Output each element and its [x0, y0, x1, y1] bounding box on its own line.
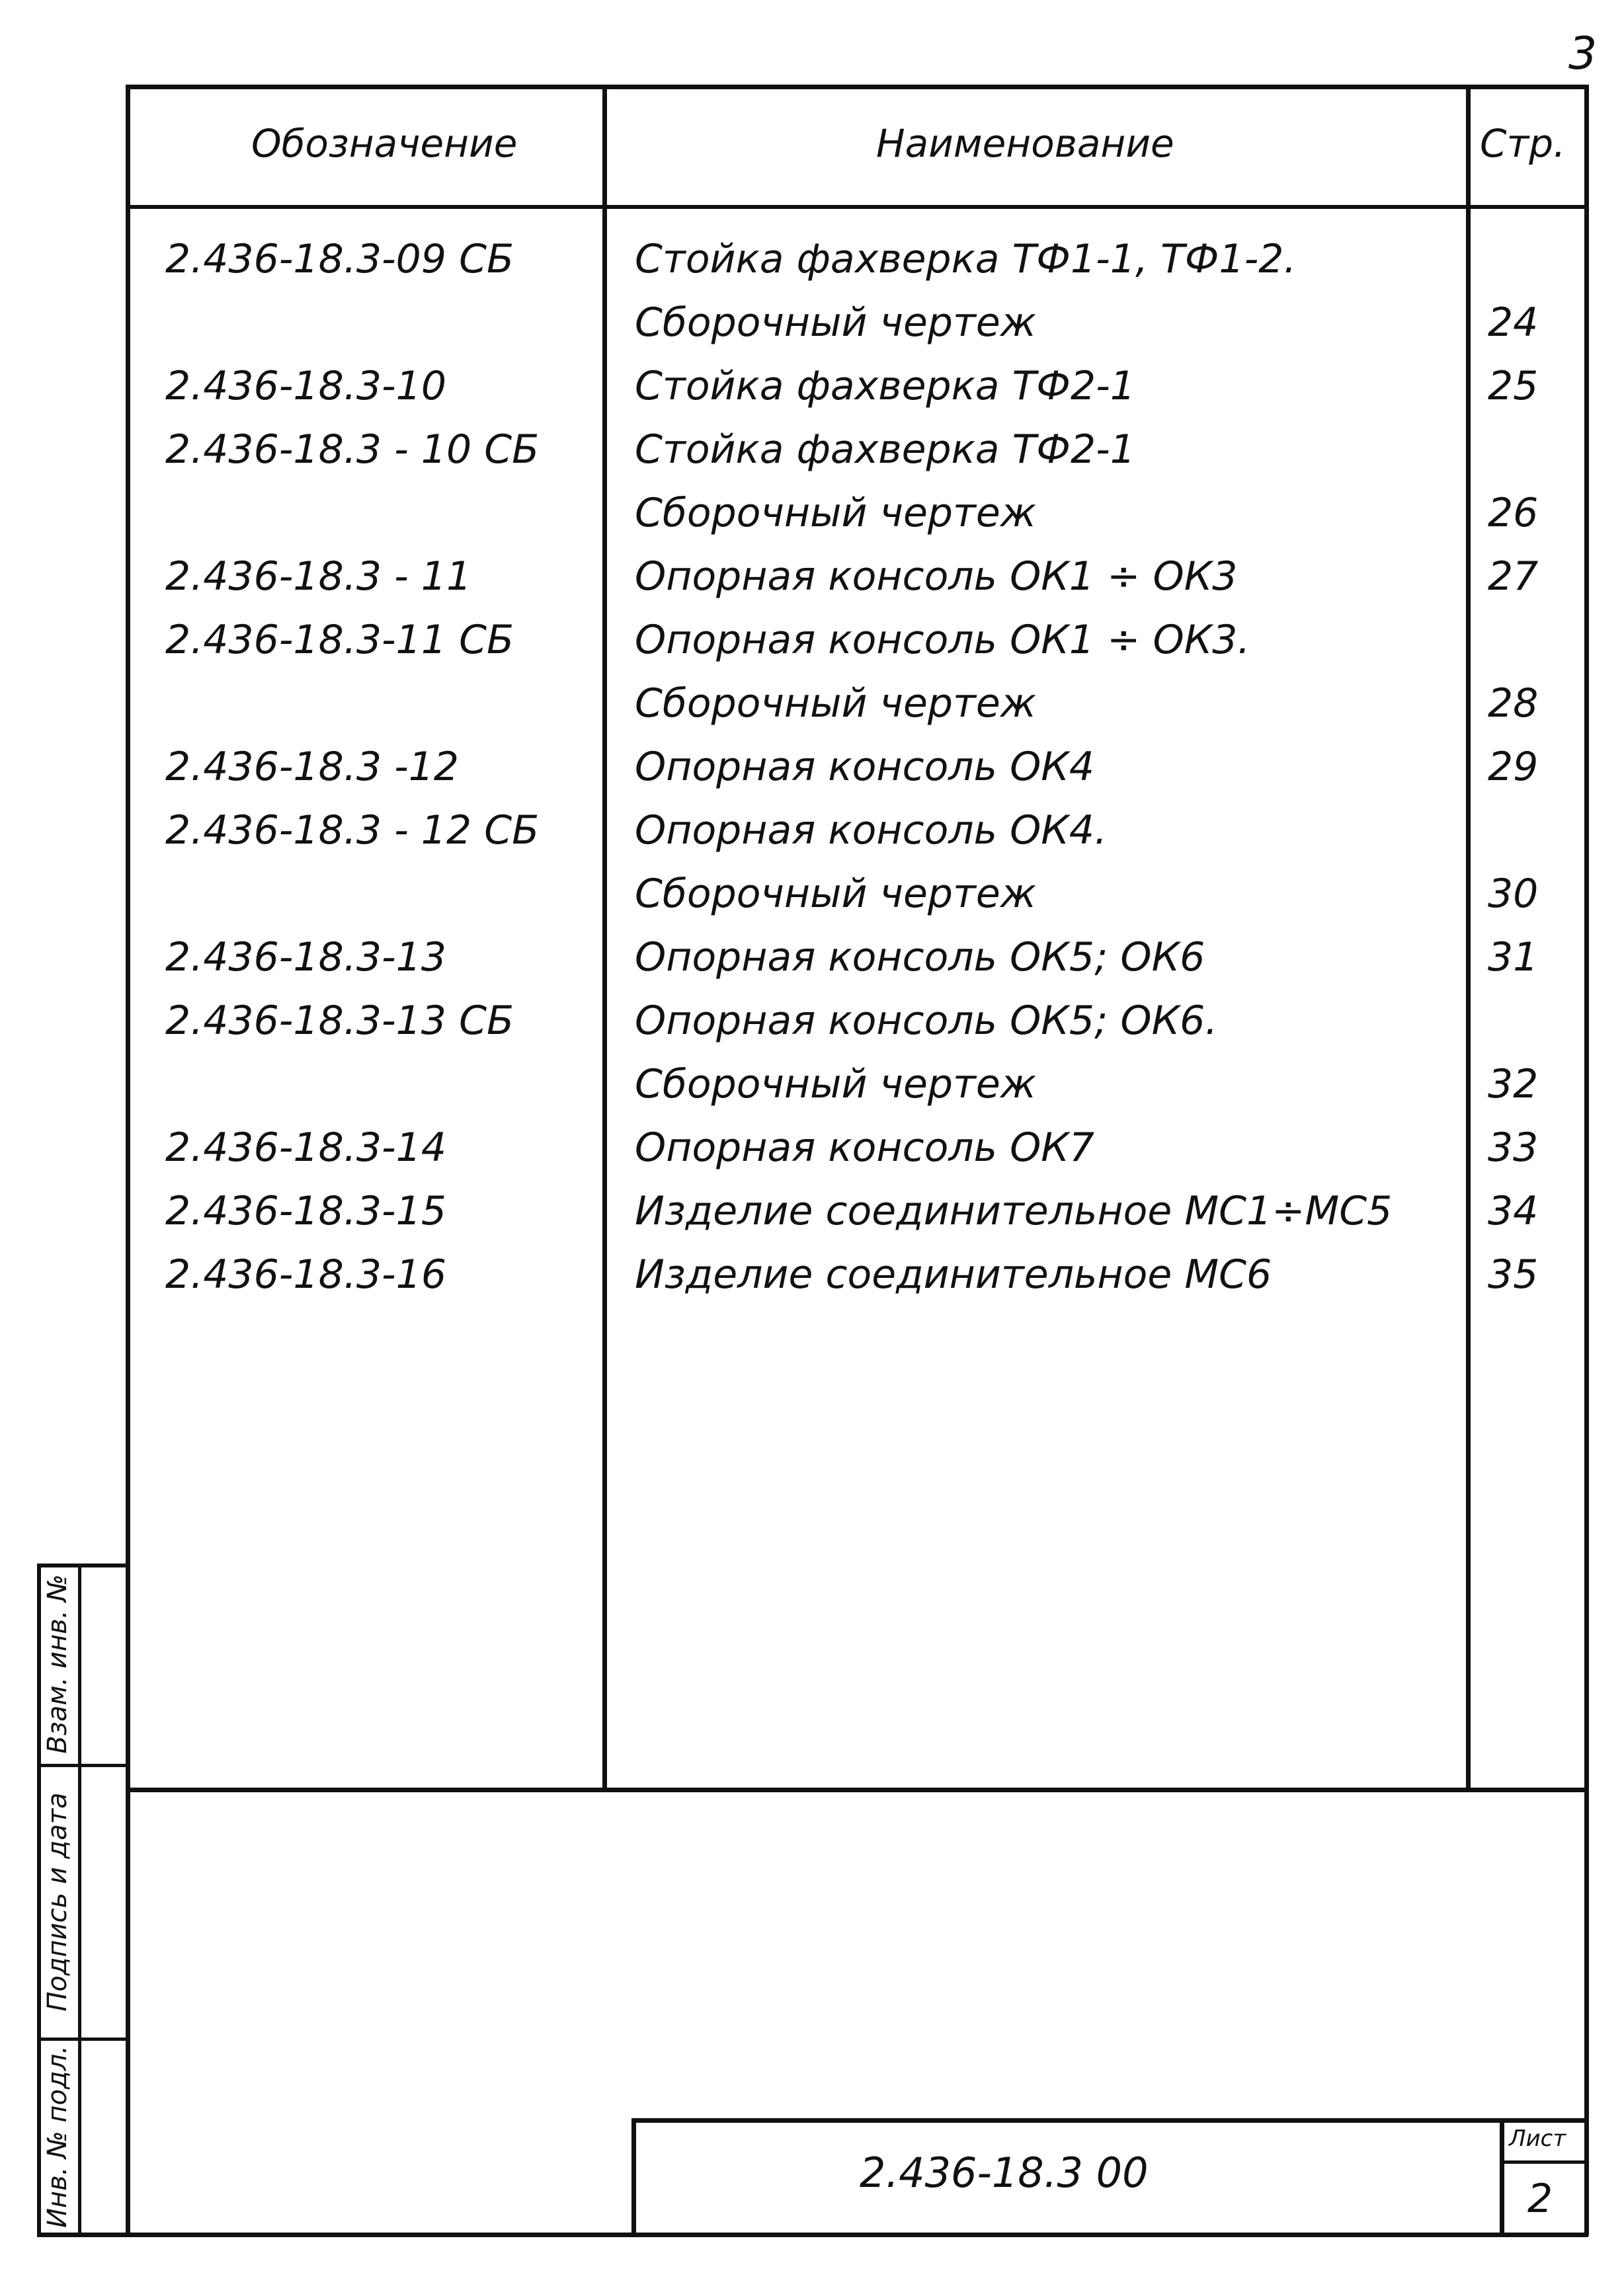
stamp-sheet-line: [1500, 2160, 1588, 2164]
row-designation: 2.436-18.3-13: [165, 934, 447, 980]
side-strip-divider-1: [37, 1764, 130, 1767]
side-strip-inner: [78, 1564, 81, 2236]
row-name: Сборочный чертеж: [635, 680, 1036, 727]
row-page: 30: [1488, 871, 1539, 917]
row-page: 35: [1488, 1251, 1539, 1298]
header-page: Стр.: [1480, 121, 1566, 166]
sheet-number: 2: [1527, 2176, 1553, 2222]
row-name: Сборочный чертеж: [635, 1061, 1036, 1107]
row-designation: 2.436-18.3-15: [165, 1188, 447, 1234]
row-name: Изделие соединительное МС6: [635, 1251, 1272, 1298]
row-designation: 2.436-18.3 - 12 СБ: [165, 807, 540, 853]
row-designation: 2.436-18.3-16: [165, 1251, 447, 1298]
row-page: 27: [1488, 553, 1539, 600]
page-number: 3: [1568, 28, 1598, 80]
row-name: Стойка фахверка ТФ2-1: [635, 363, 1135, 409]
row-name: Сборочный чертеж: [635, 490, 1036, 536]
sheet-label: Лист: [1509, 2125, 1566, 2152]
row-name: Опорная консоль ОК4.: [635, 807, 1108, 853]
header-separator: [126, 205, 1588, 209]
table-bottom-line: [126, 1788, 1588, 1792]
column-divider-1: [602, 85, 607, 1792]
row-page: 24: [1488, 299, 1539, 346]
row-page: 34: [1488, 1188, 1539, 1234]
row-page: 28: [1488, 680, 1539, 727]
row-name: Сборочный чертеж: [635, 299, 1036, 346]
side-label-replacement-inventory: Взам. инв. №: [42, 1574, 73, 1754]
row-name: Опорная консоль ОК1 ÷ ОК3: [635, 553, 1238, 600]
row-name: Опорная консоль ОК7: [635, 1125, 1095, 1171]
header-designation: Обозначение: [251, 121, 518, 166]
row-page: 25: [1488, 363, 1539, 409]
column-divider-2: [1466, 85, 1471, 1792]
stamp-sheet-divider: [1500, 2118, 1504, 2236]
row-name: Опорная консоль ОК1 ÷ ОК3.: [635, 617, 1250, 663]
frame-top: [126, 85, 1588, 89]
frame-right: [1584, 85, 1589, 2236]
row-page: 31: [1488, 934, 1539, 980]
row-name: Опорная консоль ОК4: [635, 744, 1095, 790]
row-name: Стойка фахверка ТФ2-1: [635, 426, 1135, 473]
row-page: 29: [1488, 744, 1539, 790]
row-designation: 2.436-18.3-14: [165, 1125, 447, 1171]
stamp-top: [631, 2118, 1588, 2123]
row-page: 26: [1488, 490, 1539, 536]
side-label-signature-date: Подпись и дата: [42, 1792, 73, 2012]
side-label-original-inventory: Инв. № подл.: [42, 2045, 73, 2228]
row-designation: 2.436-18.3-10: [165, 363, 447, 409]
frame-bottom: [126, 2233, 1588, 2237]
document-code: 2.436-18.3 00: [860, 2149, 1149, 2197]
row-name: Опорная консоль ОК5; ОК6: [635, 934, 1205, 980]
row-designation: 2.436-18.3-09 СБ: [165, 236, 514, 282]
row-page: 32: [1488, 1061, 1539, 1107]
row-designation: 2.436-18.3 - 10 СБ: [165, 426, 540, 473]
row-designation: 2.436-18.3-11 СБ: [165, 617, 514, 663]
side-strip-outer: [37, 1564, 41, 2236]
header-name: Наименование: [876, 121, 1174, 166]
row-name: Стойка фахверка ТФ1-1, ТФ1-2.: [635, 236, 1297, 282]
row-designation: 2.436-18.3-13 СБ: [165, 998, 514, 1044]
stamp-left: [631, 2118, 636, 2236]
row-name: Сборочный чертеж: [635, 871, 1036, 917]
frame-left: [126, 85, 130, 2236]
row-page: 33: [1488, 1125, 1539, 1171]
row-name: Опорная консоль ОК5; ОК6.: [635, 998, 1218, 1044]
row-name: Изделие соединительное МС1÷МС5: [635, 1188, 1393, 1234]
row-designation: 2.436-18.3 - 11: [165, 553, 472, 600]
row-designation: 2.436-18.3 -12: [165, 744, 460, 790]
